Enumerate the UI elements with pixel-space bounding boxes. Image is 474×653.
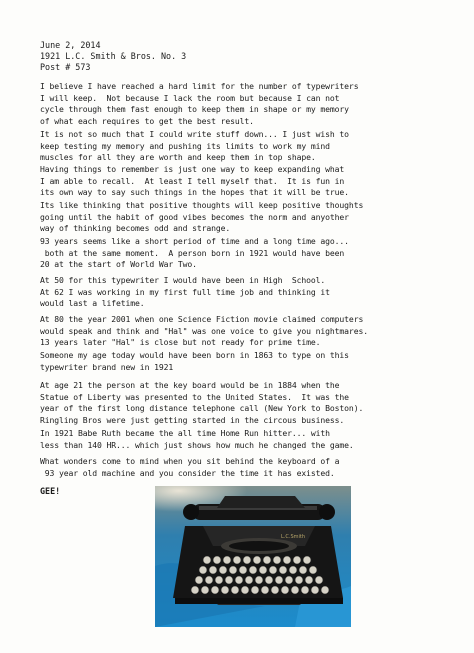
paragraph-5 [40, 236, 450, 271]
text-line: of what each requires to get the best result. [40, 115, 254, 126]
text-line: both at the same moment. A person born in 1921 would have been [40, 247, 345, 258]
text-line: At 50 for this typewriter I would have been in High School. [40, 275, 326, 285]
paragraph-10 [40, 428, 450, 451]
paragraph-8 [40, 350, 450, 373]
text-line: its own way to say such things in the hopes that it will be true. [40, 187, 349, 198]
text-line: Its like thinking that positive thoughts will keep positive thoughts [40, 200, 364, 210]
header-post-number: Post # 573 [40, 62, 91, 72]
paragraph-9 [40, 380, 450, 426]
text-line: Someone my age today would have been born in 1863 to type on this [40, 350, 349, 360]
text-line: Having things to remember is just one way to keep expanding what [40, 164, 345, 174]
text-line: It is not so much that I could write stuff down... I just wish to [40, 129, 349, 139]
paragraph-3 [40, 164, 450, 199]
paragraph-6 [40, 275, 450, 310]
text-line: At age 21 the person at the key board would be in 1884 when the [40, 380, 340, 390]
typewriter-illustration [155, 486, 351, 627]
text-line: I believe I have reached a hard limit for the number of typewriters [40, 81, 359, 91]
text-line: way of thinking becomes odd and strange. [40, 223, 231, 234]
letter-header [40, 40, 186, 73]
text-line: keep testing my memory and pushing its limits to work my mind [40, 140, 330, 151]
text-line: 93 years seems like a short period of time and a long time ago... [40, 236, 349, 246]
svg-text:L.C.Smith: L.C.Smith [281, 534, 306, 540]
text-line: less than 140 HR... which just shows how much he changed the game. [40, 439, 354, 450]
typewriter-photo [155, 486, 351, 627]
text-line: would speak and think and "Hal" was one voice to give you nightmares. [40, 325, 368, 336]
text-line: would last a lifetime. [40, 298, 145, 309]
text-line: Statue of Liberty was presented to the United States. It was the [40, 391, 349, 402]
text-line: typewriter brand new in 1921 [40, 361, 174, 372]
text-line: 20 at the start of World War Two. [40, 259, 197, 270]
text-line: Ringling Bros were just getting started in the circous business. [40, 414, 345, 425]
header-machine: 1921 L.C. Smith & Bros. No. 3 [40, 51, 187, 61]
paragraph-2 [40, 129, 450, 164]
text-line: going until the habit of good vibes becomes the norm and anyother [40, 211, 349, 222]
text-line: I will keep. Not because I lack the room but because I can not [40, 92, 340, 103]
text-line: At 62 I was working in my first full time job and thinking it [40, 286, 330, 297]
paragraph-4 [40, 200, 450, 235]
paragraph-7 [40, 314, 450, 349]
header-date: June 2, 2014 [40, 40, 101, 50]
text-line: year of the first long distance telephone call (New York to Boston). [40, 403, 364, 414]
text-line: What wonders come to mind when you sit behind the keyboard of a [40, 456, 340, 466]
paragraph-11 [40, 456, 450, 479]
text-line: I am able to recall. At least I tell myself that. It is fun in [40, 175, 345, 186]
text-line: In 1921 Babe Ruth became the all time Home Run hitter... with [40, 428, 330, 438]
text-line: 13 years later "Hal" is close but not ready for prime time. [40, 337, 321, 348]
text-line: At 80 the year 2001 when one Science Fiction movie claimed computers [40, 314, 364, 324]
text-line: 93 year old machine and you consider the time it has existed. [40, 467, 335, 478]
paragraph-1 [40, 81, 450, 127]
text-line: cycle through them fast enough to keep them in shape or my memory [40, 104, 349, 115]
closing-exclamation: GEE! [40, 486, 61, 496]
text-line: muscles for all they are worth and keep them in top shape. [40, 152, 316, 163]
